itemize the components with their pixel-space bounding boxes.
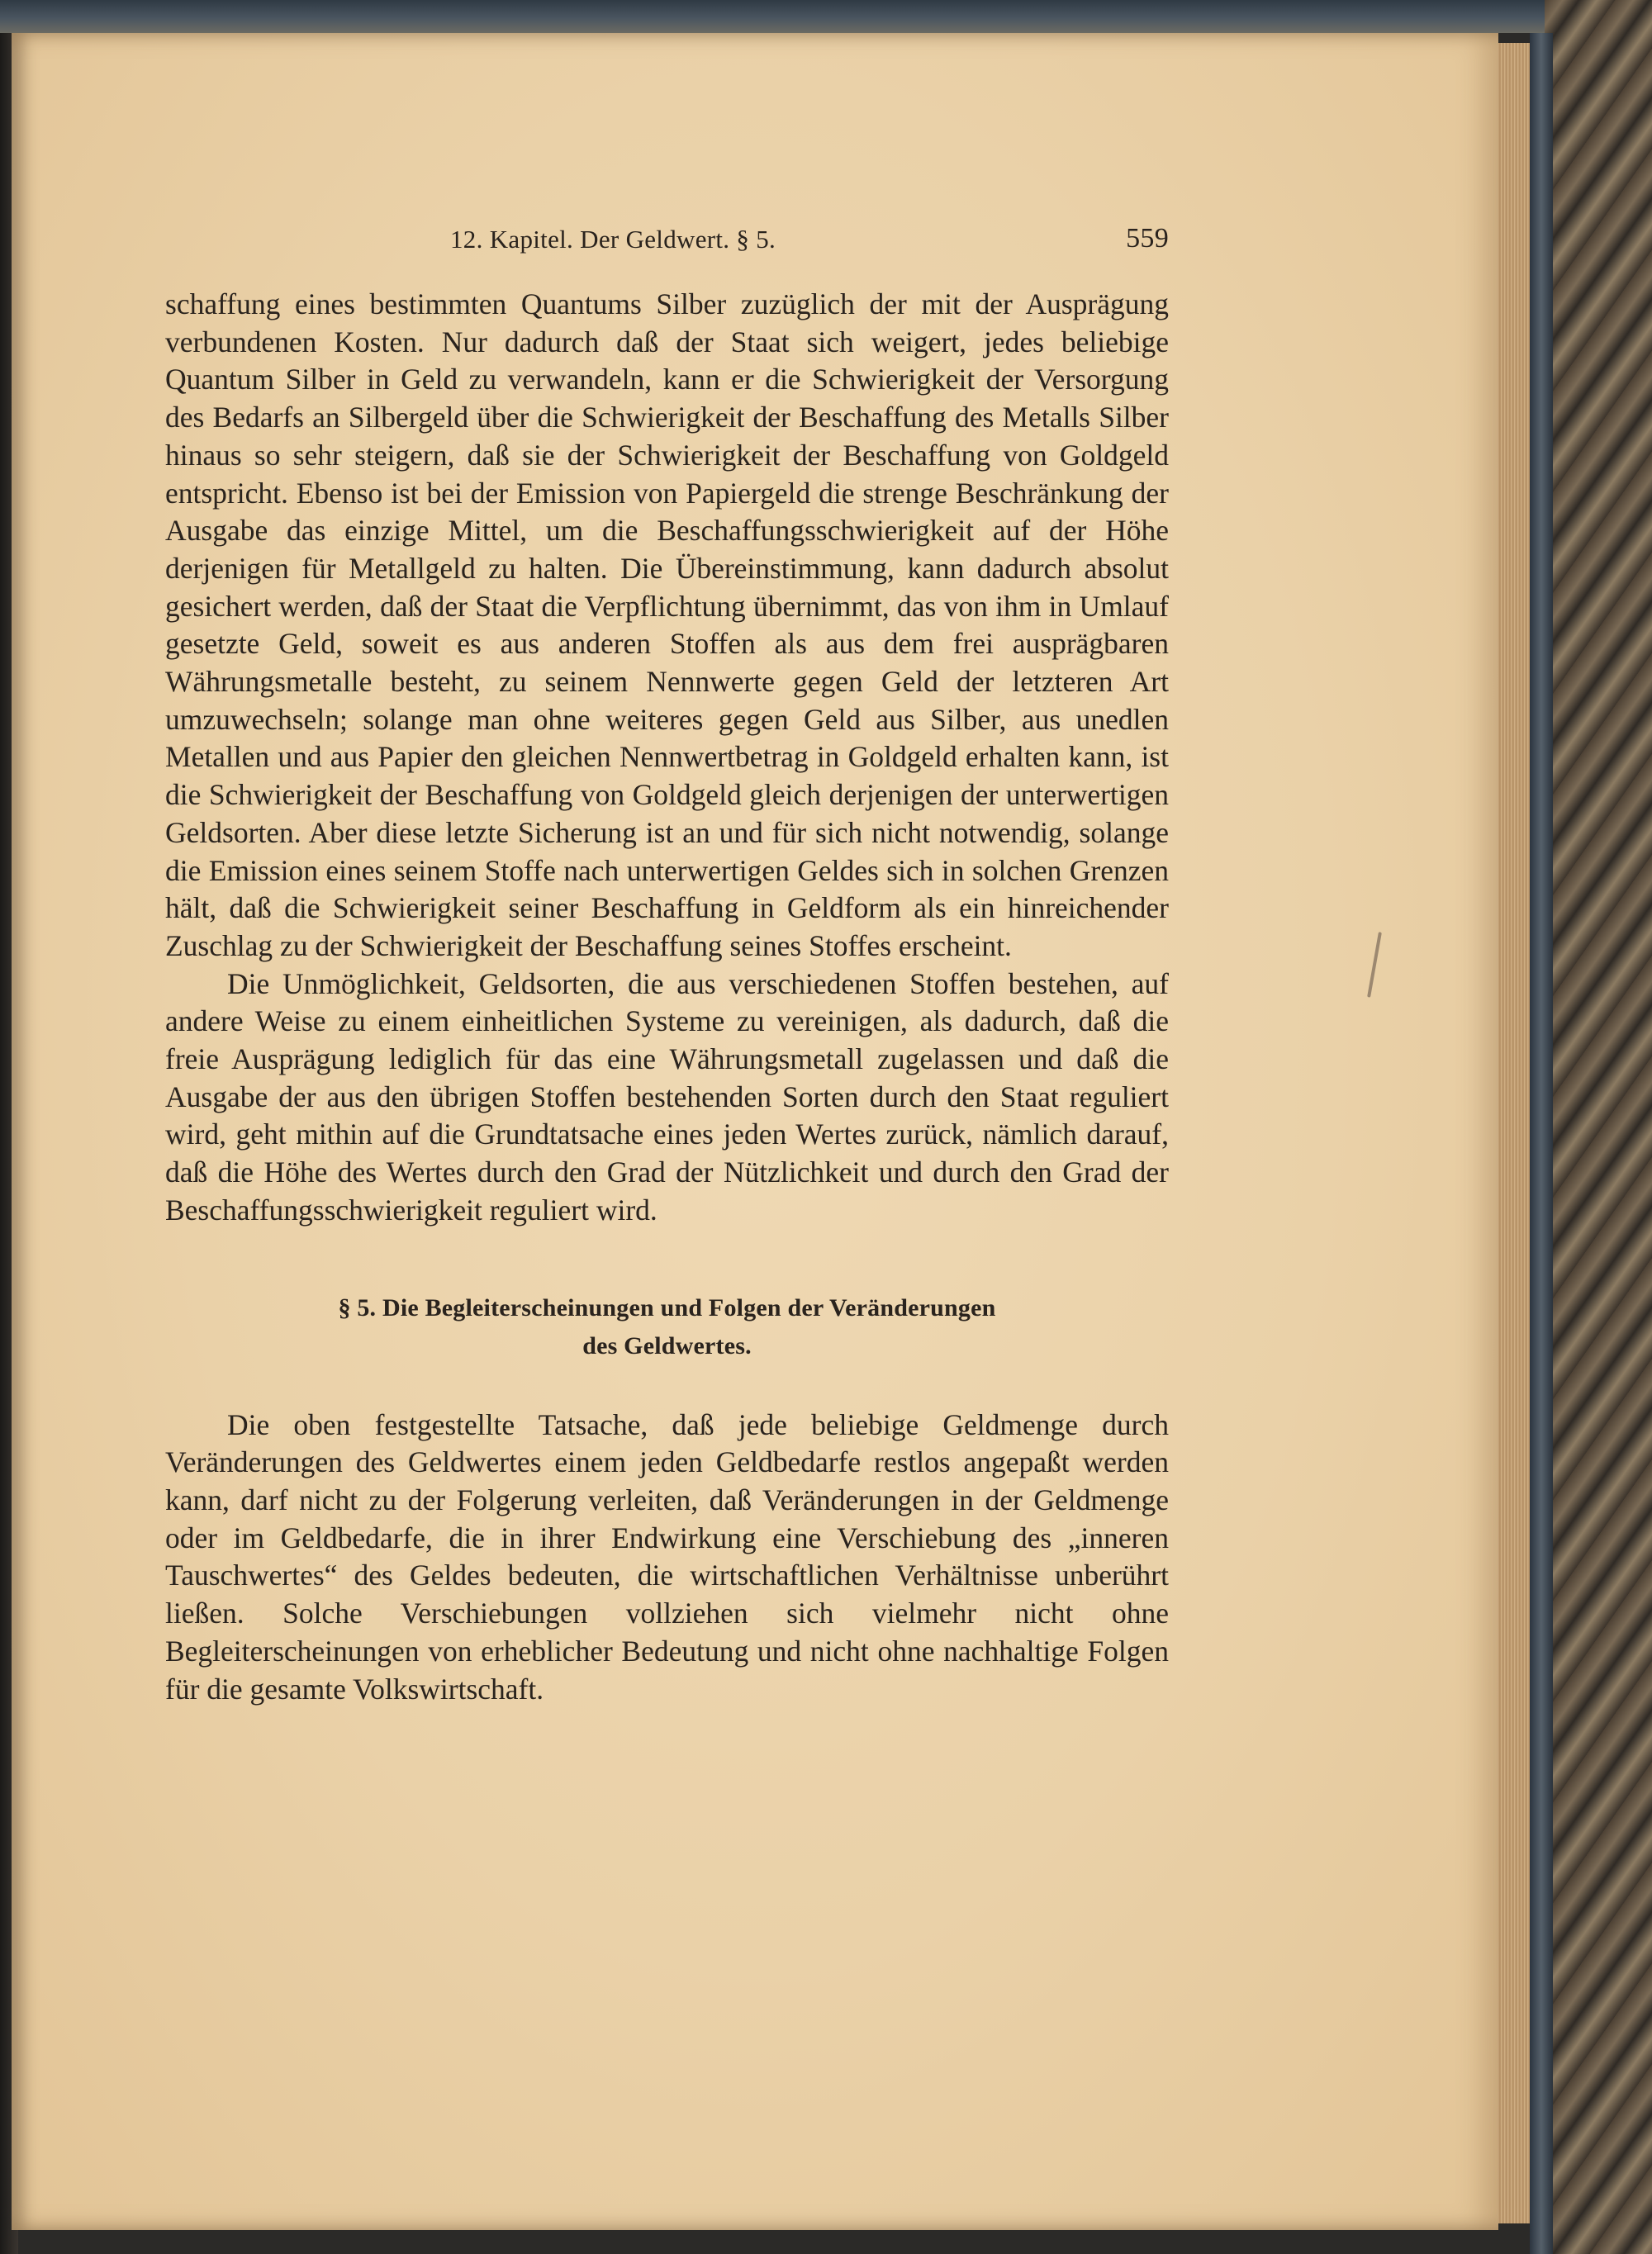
running-head-title: 12. Kapitel. Der Geldwert. § 5. xyxy=(450,225,776,254)
book-cover-top xyxy=(0,0,1652,33)
section-heading-line-2: des Geldwertes. xyxy=(582,1331,752,1360)
page-number: 559 xyxy=(1126,223,1169,254)
body-paragraph-2: Die Unmöglichkeit, Geldsorten, die aus verschiedenen Stoffen bestehen, auf andere Weise zu einem einheitlichen Systeme zu vereinigen, als dadurch, daß die freie Ausprägung lediglich für das eine Währungsmetall zugelassen und daß die Ausgabe der aus den übrigen Stoffen bestehenden Sorten durch den Staat reguliert wird, geht mithin auf die Grundtatsache eines jeden Wertes zurück, nämlich darauf, daß die Höhe des Wertes durch den Grad der Nützlichkeit und durch den Grad der Beschaffungsschwierigkeit reguliert wird. xyxy=(165,966,1169,1227)
section-heading-line-1: § 5. Die Begleiterscheinungen und Folgen der Veränderungen xyxy=(338,1293,996,1322)
section-heading xyxy=(165,1289,1169,1365)
running-head xyxy=(165,215,1169,261)
body-paragraph-1: schaffung eines bestimmten Quantums Silber zuzüglich der mit der Ausprägung verbundenen Kosten. Nur dadurch daß der Staat sich weigert, jedes beliebige Quantum Silber in Geld zu verwandeln, kann er die Schwierigkeit der Versorgung des Bedarfs an Silbergeld über die Schwierigkeit der Beschaffung des Metalls Silber hinaus so sehr steigern, daß sie der Schwierigkeit der Beschaffung von Goldgeld entspricht. Ebenso ist bei der Emission von Papiergeld die strenge Beschränkung der Ausgabe das einzige Mittel, um die Beschaffungsschwierigkeit auf der Höhe derjenigen für Metallgeld zu halten. Die Übereinstimmung, kann dadurch absolut gesichert werden, daß der Staat die Verpflichtung übernimmt, das von ihm in Umlauf gesetzte Geld, soweit es aus anderen Stoffen als aus dem frei ausprägbaren Währungsmetalle besteht, zu seinem Nennwerte gegen Geld der letzteren Art umzuwechseln; solange man ohne weiteres gegen Geld aus Silber, aus unedlen Metallen und aus Papier den gleichen Nennwertbetrag in Goldgeld erhalten kann, ist die Schwierigkeit der Beschaffung von Goldgeld gleich derjenigen der unterwertigen Geldsorten. Aber diese letzte Sicherung ist an und für sich nicht notwendig, solange die Emission eines seinem Stoffe nach unterwertigen Geldes sich in solchen Grenzen hält, daß die Schwierigkeit seiner Beschaffung in Geldform als ein hinreichender Zuschlag zu der Schwierigkeit der Beschaffung seines Stoffes erscheint. xyxy=(165,287,1169,962)
marbled-cover-right xyxy=(1545,0,1652,2254)
book-spine-edge xyxy=(1530,33,1553,2254)
body-paragraph-3: Die oben festgestellte Tatsache, daß jede beliebige Geldmenge durch Veränderungen des Geldwertes einem jeden Geldbedarfe restlos angepaßt werden kann, darf nicht zu der Folgerung verleiten, daß Veränderungen in der Geldmenge oder im Geldbedarfe, die in ihrer Endwirkung eine Verschiebung des „inneren Tauschwertes“ des Geldes bedeuten, die wirtschaftlichen Verhältnisse unberührt ließen. Solche Verschiebungen vollziehen sich vielmehr nicht ohne Begleiterscheinungen von erheblicher Bedeutung und nicht ohne nachhaltige Folgen für die gesamte Volkswirtschaft. xyxy=(165,1407,1169,1706)
page-edges xyxy=(1495,43,1530,2223)
text-block xyxy=(165,215,1169,1708)
